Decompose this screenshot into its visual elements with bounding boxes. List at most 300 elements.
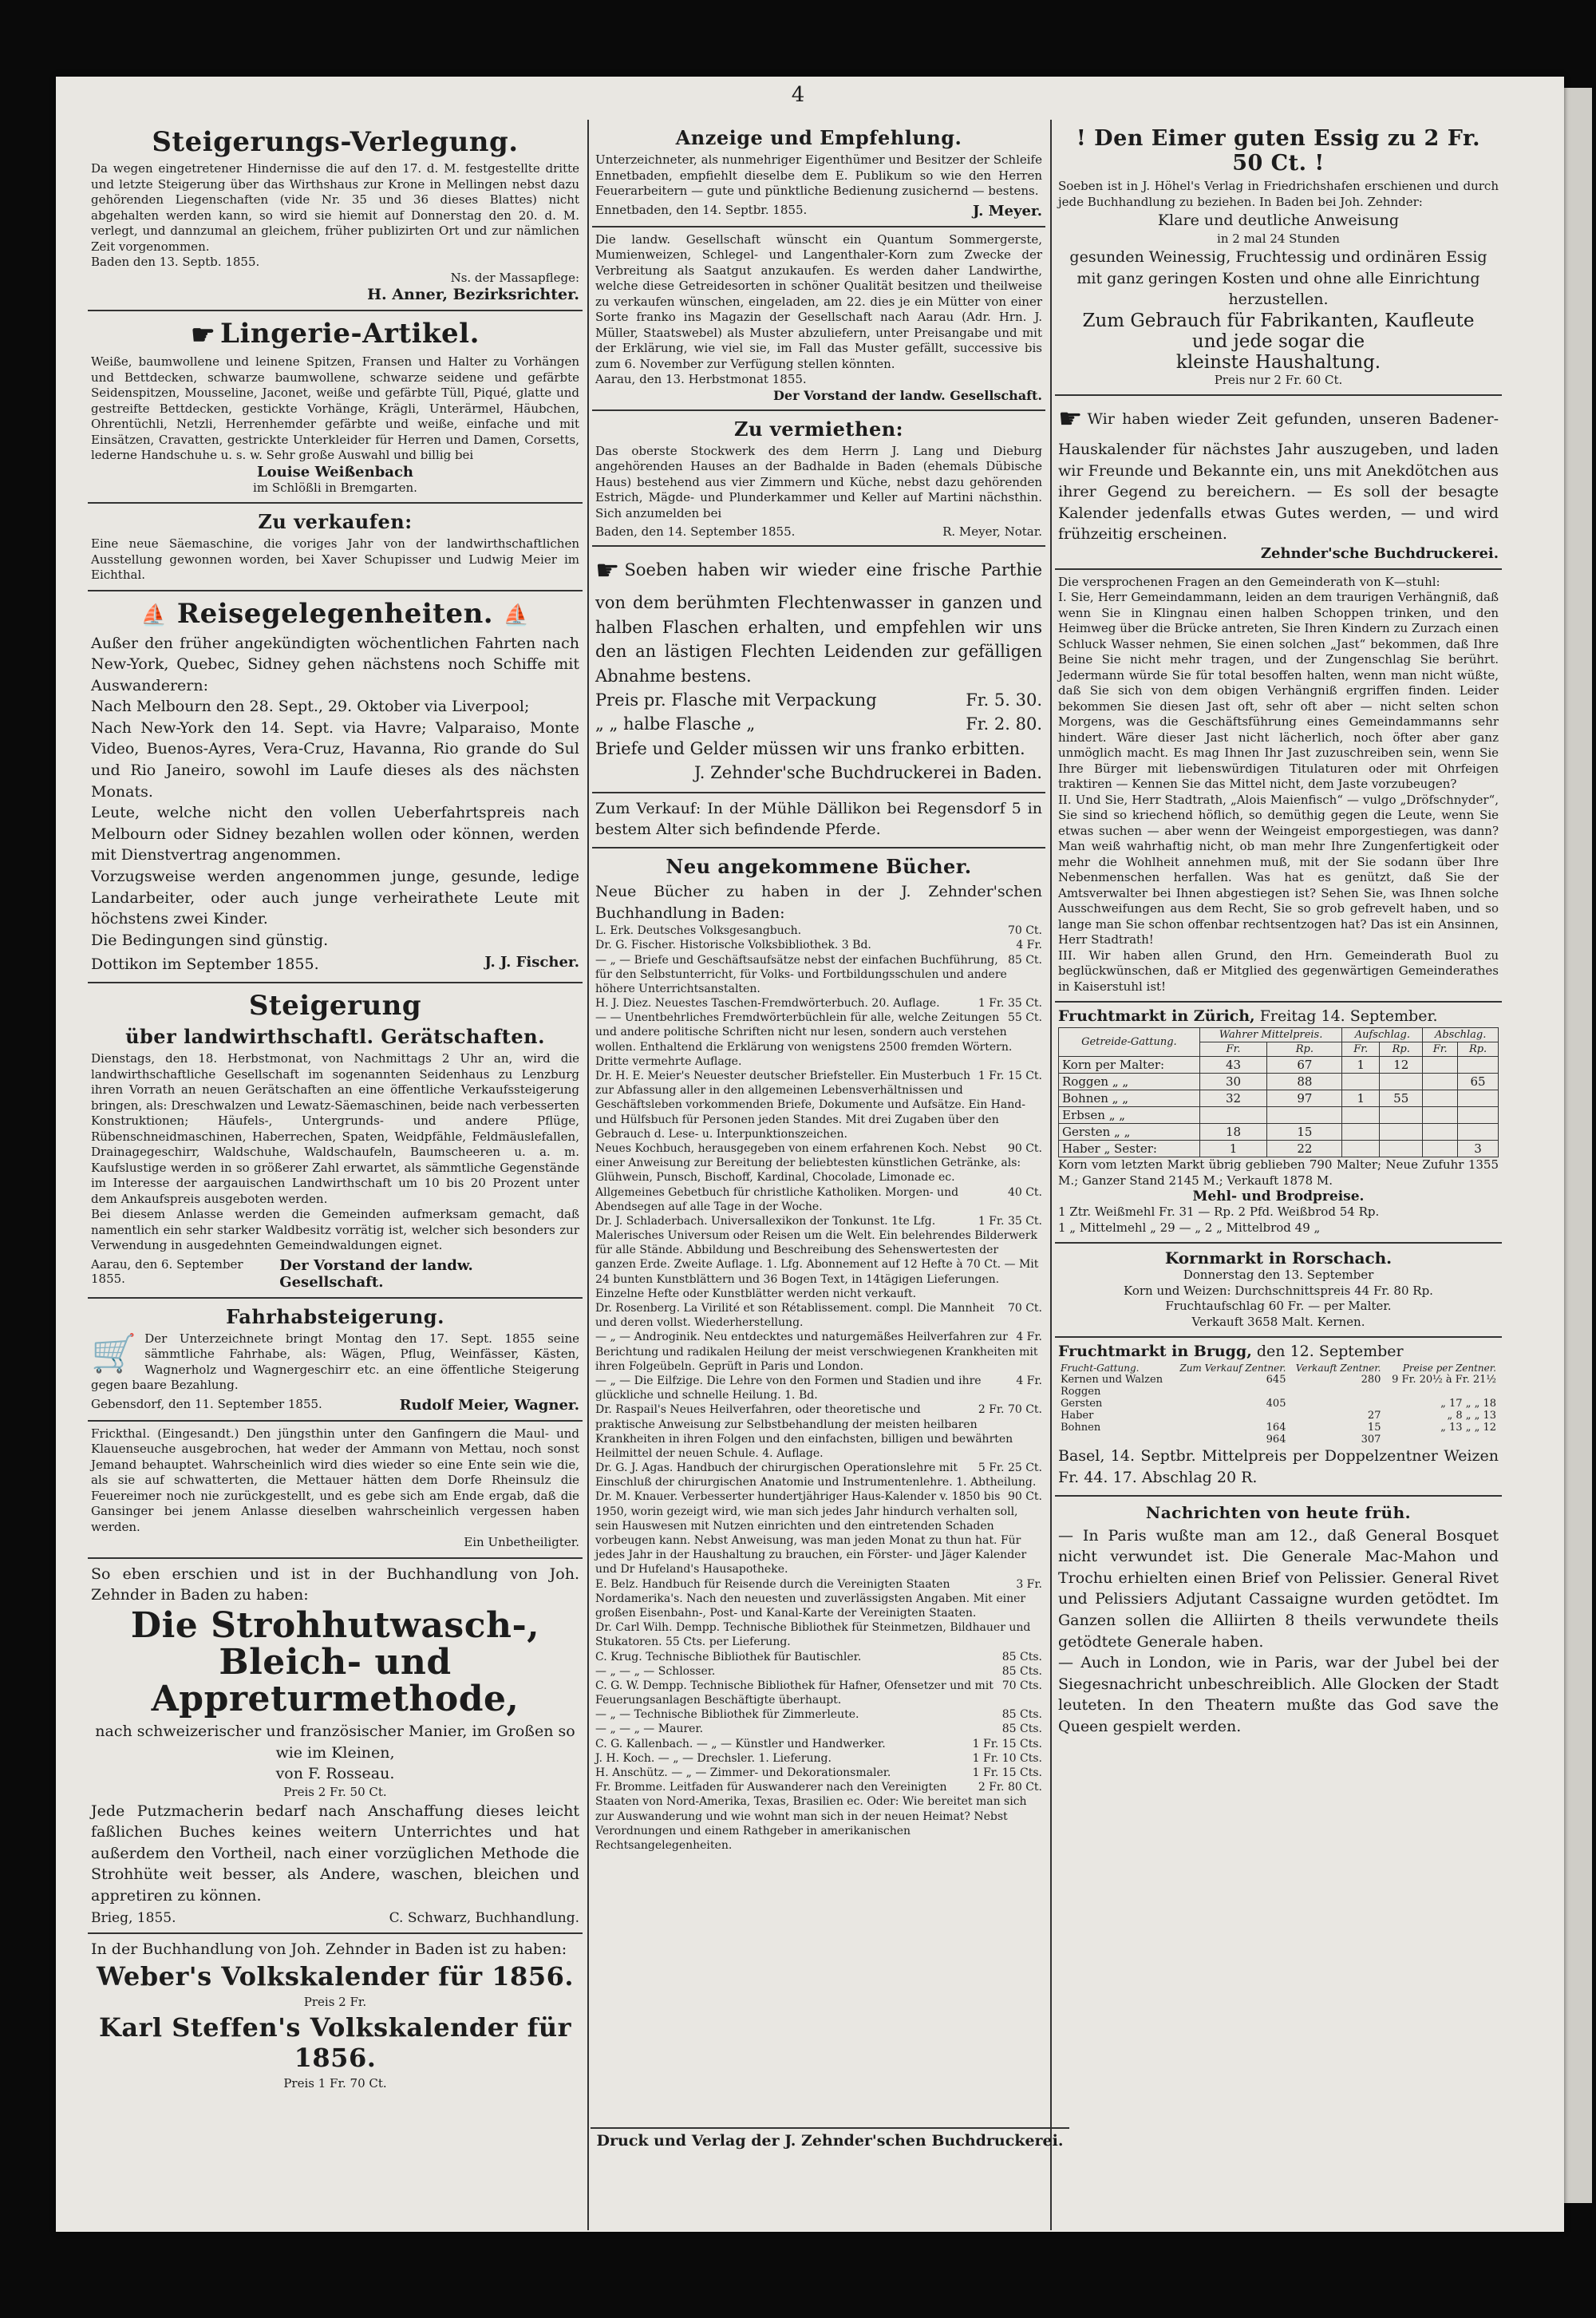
- ad-title: Zu vermiethen:: [733, 417, 904, 441]
- table-cell: Roggen: [1061, 1386, 1101, 1398]
- ad-flechtenwasser: [592, 547, 1045, 793]
- table-header: Verkauft Zentner.: [1295, 1363, 1381, 1375]
- table-subheader: Rp.: [1380, 1042, 1423, 1057]
- table-row: [1058, 1422, 1499, 1434]
- list-item: [595, 1301, 1042, 1330]
- table-cell: [1288, 1386, 1383, 1398]
- ad-signature: J. J. Fischer.: [484, 954, 579, 971]
- table-cell: [1458, 1057, 1499, 1074]
- table-cell: Haber: [1061, 1410, 1094, 1422]
- market-line: Korn und Weizen: Durchschnittspreis 44 Fr. 80 Rp.: [1124, 1283, 1433, 1298]
- table-cell: 67: [1267, 1057, 1342, 1074]
- grain-price-table: [1058, 1027, 1499, 1157]
- ad-zu-verkaufen: [88, 504, 583, 591]
- ad-signature: J. Zehnder'sche Buchdruckerei in Baden.: [693, 763, 1042, 783]
- ad-body: Frickthal. (Eingesandt.) Den jüngsthin unter den Ganfingern die Maul- und Klauenseuche ausgebrochen, hat weder der Ammann von Mettau, noch sonst Jemand behauptet. Wahrscheinlich wird dies wieder so eine Ente sein wie die, als sie auf schwatterten, die Mettauer hätten dem Dorfe Rheinsulz die Feuereimer noch nie zurückgestellt, und es gebe sich am Ende ergab, daß die Gansinger bei jenem Anlasse dieselben wahrscheinlich vergessen haben werden.: [91, 1426, 579, 1534]
- market-note: Basel, 14. Septbr. Mittelpreis per Doppelzentner Weizen Fr. 44. 17. Abschlag 20 R.: [1058, 1447, 1499, 1487]
- ad-signature-place: im Schlößli in Bremgarten.: [253, 480, 417, 495]
- ad-body: Eine neue Säemaschine, die voriges Jahr von der landwirthschaftlichen Ausstellung gewonnen worden, bei Xaver Schupisser und Ludwig Meier im Eichthal.: [91, 536, 579, 582]
- table-cell: 12: [1380, 1057, 1423, 1074]
- ad-pferde-verkauf: [592, 793, 1045, 848]
- price-line: 1 „ Mittelmehl „ 29 — „ 2 „ Mittelbrod 49 „: [1058, 1220, 1321, 1235]
- list-item: [595, 1664, 1042, 1679]
- table-cell: 27: [1367, 1410, 1381, 1422]
- book-entry-text: H. J. Diez. Neuestes Taschen-Fremdwörterbuch. 20. Auflage.: [595, 997, 940, 1011]
- book-entry-price: 85 Cts.: [1001, 1650, 1042, 1663]
- ad-text: Leute, welche nicht den vollen Ueberfahrtspreis nach Melbourn oder Sidney bezahlen wollen oder können, werden mit Dienstvertrag angenommen.: [91, 804, 579, 864]
- ad-essig: [1055, 120, 1502, 396]
- book-entry-text: Dr. G. Fischer. Historische Volksbibliothek. 3 Bd.: [595, 939, 871, 952]
- table-cell: Gersten „ „: [1059, 1124, 1200, 1141]
- list-item: [595, 1650, 1042, 1664]
- ad-line: Zum Gebrauch für Fabrikanten, Kaufleute: [1082, 310, 1475, 331]
- table-cell: 65: [1458, 1074, 1499, 1090]
- table-cell: 1: [1342, 1057, 1380, 1074]
- list-item: [595, 1766, 1042, 1780]
- book-entry-text: Fr. Bromme. Leitfaden für Auswanderer nach den Vereinigten Staaten von Nord-Amerika, Texas, Brasilien ec. Oder: Wie bereitet man sich zur Auswanderung und wie wohnt man sich in der neuen Heimat? Nebst Verordnungen und einem Rathgeber in amerikanischen Rechtsangelegenheiten.: [595, 1781, 1027, 1852]
- ad-lingerie: [88, 311, 583, 504]
- table-cell: 22: [1267, 1141, 1342, 1157]
- table-header: Getreide-Gattung.: [1059, 1028, 1200, 1057]
- ad-intro: Neue Bücher zu haben in der J. Zehnder'schen Buchhandlung in Baden:: [595, 882, 1042, 922]
- ad-text: II. Und Sie, Herr Stadtrath, „Alois Maienfisch“ — vulgo „Dröfschnyder“, Sie sind so kriechend höflich, so demüthig gegen die Leute, wenn Sie etwas suchen — aber wenn der Weingeist emporgestiegen, was dann? Man weiß wahrhaftig nicht, ob man mehr Ihre Zungenfertigkeit oder mehr die Wohlheit annehmen muß, mit der Sie sodann über Ihre Nebenmenschen herfallen. Was hat es genützt, daß Sie der Amtsverwalter bei Ihnen abgestiegen ist? Sehen Sie, was Ihnen solche Ausschweifungen aus dem Recht, Sie so grob gefrevelt haben, und so lange man Sie schon offenbar rechtsentzogen hat? Das ist ein Ansinnen, Herr Stadtrath!: [1058, 792, 1499, 947]
- ad-title: Anzeige und Empfehlung.: [675, 126, 962, 149]
- table-row: [1059, 1107, 1499, 1124]
- footer-imprint: Druck und Verlag der J. Zehnder'schen Buchdruckerei.: [591, 2127, 1069, 2150]
- book-entry-text: Malerisches Universum oder Reisen um die Welt. Ein belehrendes Bilderwerk für alle Stände. Abbildung und Beschreibung des Sehenswertesten der ganzen Erde. Zweite Auflage. 1. Lfg. Abonnement auf 12 Hefte à 70 Ct. — Mit 24 bunten Kunstblättern und 36 Bogen Text, in 14tägigen Lieferungen. Einzelne Hefte oder Kunstblätter werden nicht verkauft.: [595, 1229, 1039, 1300]
- ad-text: Außer den früher angekündigten wöchentlichen Fahrten nach New-York, Quebec, Sidney gehen nächstens noch Schiffe mit Auswanderern:: [91, 634, 579, 694]
- market-line: Fruchtaufschlag 60 Fr. — per Malter.: [1165, 1299, 1392, 1314]
- ad-price: Preis nur 2 Fr. 60 Ct.: [1214, 372, 1343, 387]
- table-row: [1058, 1434, 1499, 1446]
- book-entry-text: — „ — „ — Schlosser.: [595, 1664, 716, 1678]
- table-cell: 15: [1367, 1422, 1381, 1434]
- price-label: Preis pr. Flasche mit Verpackung: [595, 690, 877, 710]
- table-row: [1059, 1057, 1499, 1074]
- table-cell: 55: [1380, 1090, 1423, 1107]
- book-entry-text: Neues Kochbuch, herausgegeben von einem erfahrenen Koch. Nebst einer Anweisung zur Bereitung der beliebtesten künstlichen Getränke, als: Glühwein, Punsch, Bischoff, Kardinal, Chocolade, Limonade ec.: [595, 1141, 1021, 1185]
- book-entry-price: 90 Ct.: [1007, 1141, 1042, 1155]
- book-entry-price: 85 Cts.: [1001, 1664, 1042, 1678]
- book-entry-price: 70 Cts.: [1001, 1679, 1042, 1692]
- table-subheader: Fr.: [1423, 1042, 1458, 1057]
- ad-intro: Die versprochenen Fragen an den Gemeinderath von K—stuhl:: [1058, 574, 1440, 589]
- list-item: [595, 1780, 1042, 1853]
- ad-frickthal: [88, 1422, 583, 1559]
- table-cell: 30: [1199, 1074, 1267, 1090]
- ad-steigerung-geraetschaften: [88, 983, 583, 1299]
- ad-signature: J. Meyer.: [972, 202, 1042, 220]
- ad-signature: Zehnder'sche Buchdruckerei.: [1260, 544, 1499, 562]
- table-cell: [1423, 1141, 1458, 1157]
- ad-text: I. Sie, Herr Gemeindammann, leiden an dem traurigen Verhängniß, daß wenn Sie in Klingnau einen halben Schoppen trinken, und den Heimweg über die Brücke antreten, Sie Ihren Kindern zu Zurzach einen Schluck Wasser nehmen, Sie einen solchen „Jast“ bekommen, daß Ihre Beine Sie nicht mehr tragen, und der Zungenschlag Sie berührt. Jedermann würde Sie für total besoffen halten, wenn man nicht wüßte, daß Sie sich von dem obigen Verhängniß ergriffen finden. Leider bekommen Sie diesen Jast oft, sehr oft aber — nicht selten schon Morgens, was die Geschäftsführung eines Gemeindammanns sehr hindert. Wäre dieser Jast nicht lächerlich, noch öfter aber ganz unmöglich macht. Es mag Ihnen Ihr Jast zuzuschreiben sein, wenn Sie Ihre Bürger mit liebenswürdigen Titulaturen oder mit Ohrfeigen traktiren — Kennen Sie das Mittel nicht, dem Jaste vorzubeugen?: [1058, 590, 1499, 792]
- table-cell: 164: [1266, 1422, 1286, 1434]
- column-middle: [592, 120, 1045, 2230]
- list-item: [595, 1620, 1042, 1649]
- table-cell: 964: [1266, 1434, 1286, 1446]
- table-cell: [1342, 1124, 1380, 1141]
- market-title: Kornmarkt in Rorschach.: [1164, 1248, 1393, 1268]
- ad-steigerungs-verlegung: [88, 120, 583, 311]
- table-cell: [1383, 1434, 1499, 1446]
- ad-title: Zu verkaufen:: [258, 510, 413, 533]
- book-entry-price: 2 Fr. 80 Ct.: [978, 1781, 1042, 1794]
- table-cell: [1267, 1107, 1342, 1124]
- book-entry-price: 3 Fr.: [1016, 1577, 1042, 1591]
- market-note: Korn vom letzten Markt übrig geblieben 790 Malter; Neue Zufuhr 1355 M.; Ganzer Stand 2145 M.; Verkauft 1878 M.: [1058, 1157, 1499, 1188]
- table-cell: [1171, 1410, 1289, 1422]
- book-title: Die Strohhutwasch-, Bleich- und Appreturmethode,: [130, 1604, 540, 1720]
- pointing-hand-icon: ☛: [595, 555, 620, 587]
- book-price: Preis 1 Fr. 70 Ct.: [283, 2075, 387, 2091]
- ad-place: Aarau, den 6. September 1855.: [91, 1256, 243, 1286]
- ad-line: und jede sogar die: [1191, 330, 1365, 352]
- list-item: [595, 924, 1042, 938]
- table-cell: [1380, 1074, 1423, 1090]
- table-cell: [1423, 1057, 1458, 1074]
- ad-signature: Der Vorstand der landw. Gesellschaft.: [773, 387, 1042, 403]
- list-item: [595, 1141, 1042, 1185]
- table-cell: Korn per Malter:: [1059, 1057, 1200, 1074]
- ad-intro: In der Buchhandlung von Joh. Zehnder in Baden ist zu haben:: [91, 1940, 567, 1958]
- ad-volkskalender: [88, 1934, 583, 2098]
- column-rule: [587, 120, 589, 2230]
- book-entry-text: Dr. J. Schladerbach. Universallexikon der Tonkunst. 1te Lfg.: [595, 1214, 936, 1228]
- section-title: Mehl- und Brodpreise.: [1192, 1189, 1365, 1205]
- ad-line: mit ganz geringen Kosten und ohne alle Einrichtung herzustellen.: [1077, 269, 1480, 309]
- ad-signature: R. Meyer, Notar.: [942, 524, 1042, 539]
- table-cell: 1: [1342, 1090, 1380, 1107]
- table-cell: Erbsen „ „: [1059, 1107, 1200, 1124]
- list-item: [595, 953, 1042, 997]
- table-cell: 97: [1267, 1090, 1342, 1107]
- table-header: Zum Verkauf Zentner.: [1179, 1363, 1286, 1375]
- ad-signature: Der Vorstand der landw. Gesellschaft.: [279, 1256, 473, 1291]
- table-cell: [1058, 1434, 1171, 1446]
- book-entry-price: 70 Ct.: [1007, 1302, 1042, 1315]
- table-subheader: Fr.: [1342, 1042, 1380, 1057]
- book-entry-text: J. H. Koch. — „ — Drechsler. 1. Lieferung.: [595, 1751, 832, 1765]
- table-cell: [1288, 1398, 1383, 1410]
- table-cell: [1199, 1107, 1267, 1124]
- book-entry-text: E. Belz. Handbuch für Reisende durch die Vereinigten Staaten Nordamerika's. Nach den neuesten und zuverlässigsten Angaben. Mit einer großen Eisenbahn-, Post- und Kanal-Karte der Vereinigten Staaten.: [595, 1577, 1026, 1620]
- book-entry-price: 1 Fr. 15 Ct.: [978, 1070, 1042, 1083]
- table-cell: 1: [1199, 1141, 1267, 1157]
- market-line: Donnerstag den 13. September: [1183, 1268, 1374, 1283]
- table-row: [1058, 1374, 1499, 1386]
- ad-body: Die landw. Gesellschaft wünscht ein Quantum Sommergerste, Mumienweizen, Schlegel- und Langenthaler-Korn zum Zwecke der Verbreitung als Saatgut anzukaufen. Es werden daher Landwirthe, welche diese Getreidesorten in schöner Qualität besitzen und theilweise zu verkaufen wünschen, eingeladen, am 22. dies je ein Mütter von einer Sorte franko ins Magazin der Gesellschaft nach Aarau (Adr. Hrn. J. Müller, Staatswebel) als Muster abzuliefern, unter Preisangabe und mit der Erklärung, wie viel sie, im Fall das Muster gefällt, successive bis zum 6. November zur Verfügung stellen könnten.: [595, 231, 1042, 371]
- book-entry-text: C. G. Kallenbach. — „ — Künstler und Handwerker.: [595, 1737, 886, 1750]
- column-left: [88, 120, 583, 2230]
- table-cell: „ 13 „ „ 12: [1440, 1422, 1496, 1434]
- table-subheader: Rp.: [1267, 1042, 1342, 1057]
- table-cell: [1380, 1107, 1423, 1124]
- list-item: [595, 1214, 1042, 1228]
- market-date: den 12. September: [1256, 1343, 1404, 1361]
- list-item: [595, 996, 1042, 1011]
- table-cell: [1458, 1107, 1499, 1124]
- wagon-icon: 🛒: [91, 1331, 137, 1375]
- book-entry-price: 90 Ct.: [1007, 1490, 1042, 1504]
- table-cell: [1423, 1107, 1458, 1124]
- table-header: Preise per Zentner.: [1402, 1363, 1496, 1375]
- book-entry-price: 85 Ct.: [1007, 953, 1042, 967]
- book-entry-text: Dr. M. Knauer. Verbesserter hundertjähriger Haus-Kalender v. 1850 bis 1950, worin gezeigt wird, wie man sich jedes Jahr hindurch verhalten soll, sein Hauswesen mit Nutzen einrichten und den eintretenden Schaden vorbeugen kann. Nebst Anweisung, was man jeden Monat zu thun hat. Für jedes Jahr in der Haushaltung zu brauchen, ein Förster- und Jäger Kalender und Dr Hufeland's Hausapotheke.: [595, 1490, 1027, 1576]
- list-item: [595, 1228, 1042, 1301]
- ad-zu-vermiethen: [592, 411, 1045, 548]
- price-value: Fr. 2. 80.: [966, 714, 1042, 734]
- ad-line: in 2 mal 24 Stunden: [1217, 231, 1340, 246]
- ad-body: Der Unterzeichnete bringt Montag den 17. Sept. 1855 seine sämmtliche Fahrhabe, als: Wägen, Pflug, Weinfässer, Kästen, Wagnerholz und Wagnergeschirr etc. an eine öffentliche Steigerung gegen baare Bezahlung.: [91, 1331, 579, 1392]
- list-item: [595, 1489, 1042, 1576]
- book-entry-text: H. Anschütz. — „ — Zimmer- und Dekorationsmaler.: [595, 1766, 891, 1780]
- ad-body: Bei diesem Anlasse werden die Gemeinden aufmerksam gemacht, daß namentlich ein sehr starker Waldbesitz vorrätig ist, welcher sich besonders zur Verwendung in ausgedehnten Gemeindwaldungen eignet.: [91, 1207, 579, 1252]
- ad-text: Nach New-York den 14. Sept. via Havre; Valparaiso, Monte Video, Buenos-Ayres, Vera-Cruz, Havanna, Rio grande do Sul und Rio Janeiro, sowohl im Laufe dieses als des nächsten Monats.: [91, 718, 579, 801]
- list-item: [595, 1707, 1042, 1722]
- ad-place: Dottikon im September 1855.: [91, 955, 319, 974]
- ad-place: Baden, den 14. September 1855.: [595, 524, 796, 539]
- table-cell: „ 17 „ „ 18: [1440, 1398, 1496, 1410]
- page-number: 4: [791, 83, 805, 107]
- table-cell: 3: [1458, 1141, 1499, 1157]
- book-entry-price: 2 Fr. 70 Ct.: [978, 1403, 1042, 1417]
- ad-title: Lingerie-Artikel.: [220, 318, 480, 350]
- ad-landw-gesellschaft: [592, 227, 1045, 411]
- list-item: [595, 938, 1042, 952]
- ad-text: III. Wir haben allen Grund, den Hrn. Gemeinderath Buol zu beglückwünschen, daß er Mitglied des gegenwärtigen Gemeinderathes in Kaiserstuhl ist!: [1058, 947, 1499, 994]
- ad-body: Unterzeichneter, als nunmehriger Eigenthümer und Besitzer der Schleife Ennetbaden, empfiehlt dieselbe dem E. Publikum so wie den Herren Feuerarbeitern — gute und pünktliche Bedienung zusichernd — bestens.: [595, 152, 1042, 198]
- book-entry-price: 1 Fr. 35 Ct.: [978, 1214, 1042, 1228]
- table-subheader: Fr.: [1199, 1042, 1267, 1057]
- table-cell: Bohnen „ „: [1059, 1090, 1200, 1107]
- ad-title: Fahrhabsteigerung.: [226, 1304, 444, 1328]
- column-right: [1055, 120, 1502, 2230]
- market-title: Fruchtmarkt in Brugg,: [1058, 1343, 1252, 1361]
- ad-subtitle: über landwirthschaftl. Gerätschaften.: [125, 1025, 545, 1048]
- table-cell: 32: [1199, 1090, 1267, 1107]
- book-entry-text: Dr. Carl Wilh. Dempp. Technische Bibliothek für Steinmetzen, Bildhauer und Stukatoren. 55 Cts. per Lieferung.: [595, 1621, 1031, 1649]
- list-item: [595, 1011, 1042, 1069]
- book-entry-price: 40 Ct.: [1007, 1185, 1042, 1199]
- market-brugg: [1055, 1338, 1502, 1496]
- book-entry-text: Dr. H. E. Meier's Neuester deutscher Briefsteller. Ein Musterbuch zur Abfassung aller in den allgemeinen Lebensverhältnissen und Geschäftsleben vorkommenden Briefe, Dokumente und Aufsätze. Ein Hand- und Hülfsbuch für Personen jeden Standes. Mit drei Zugaben über den Gebrauch d. Lese- u. Interpunktionszeichen.: [595, 1070, 1025, 1141]
- ad-body: Zum Verkauf: In der Mühle Dällikon bei Regensdorf 5 in bestem Alter sich befindende Pferde.: [595, 799, 1042, 839]
- table-cell: [1458, 1090, 1499, 1107]
- table-row: [1058, 1398, 1499, 1410]
- book-entry-text: Dr. Raspail's Neues Heilverfahren, oder theoretische und praktische Anweisung zur Selbstbehandlung der meisten heilbaren Krankheiten in ihren Folgen und den einfachsten, billigen und bewährten Heilmittel der neuen Schule. 4. Auflage.: [595, 1403, 1013, 1460]
- news-text: — Auch in London, wie in Paris, war der Jubel bei der Siegesnachricht unbeschreiblich. Alle Glocken der Stadt leuteten. In den Theatern mußte das God save the Queen gespielt werden.: [1058, 1654, 1499, 1735]
- table-row: [1059, 1090, 1499, 1107]
- table-cell: [1380, 1124, 1423, 1141]
- ad-body: Weiße, baumwollene und leinene Spitzen, Fransen und Halter zu Vorhängen und Bettdecken, schwarze baumwollene, schwarze seidene und gefärbte Seidenspitzen, Mousseline, Jaconet, weiße und gefärbte Tüll, Piqué, glatte und gestreifte Bettdecken, gestickte Vorhänge, Krägli, Unterärmel, Häubchen, Ohrentüchli, Netzli, Herrenhemder gefärbte und weiße, einfache und mit Einsätzen, Cravatten, gestrickte Unterkleider für Herren und Damen, Corsetts, lederne Handschuhe u. s. w. Sehr große Auswahl und billig bei: [91, 354, 579, 462]
- price-label: „ „ halbe Flasche „: [595, 714, 756, 734]
- table-cell: [1423, 1124, 1458, 1141]
- ad-body: Da wegen eingetretener Hindernisse die auf den 17. d. M. festgestellte dritte und letzte Steigerung über das Wirthshaus zur Krone in Mellingen nebst dazu gehörenden Liegenschaften (vide Nr. 35 und 36 dieses Blattes) nicht abgehalten werden kann, so wird sie hiemit auf Donnerstag den 20. d. M. verlegt, und dannzumal an gleichem, früher publizirten Ort und zur nämlichen Zeit vorgenommen.: [91, 161, 579, 254]
- list-item: [595, 1069, 1042, 1141]
- ad-badener-kalender: [1055, 396, 1502, 570]
- price-line: 1 Ztr. Weißmehl Fr. 31 — Rp. 2 Pfd. Weißbrod 54 Rp.: [1058, 1204, 1380, 1220]
- list-item: [595, 1185, 1042, 1214]
- ad-text: Die Bedingungen sind günstig.: [91, 931, 329, 949]
- ad-text: Vorzugsweise werden angenommen junge, gesunde, ledige Landarbeiter, oder auch junge verheirathete Leute mit höchstens zwei Kinder.: [91, 868, 579, 928]
- table-cell: Kernen und Walzen: [1061, 1374, 1163, 1386]
- book-price: Preis 2 Fr.: [303, 1995, 367, 2010]
- book-entry-price: 1 Fr. 35 Ct.: [978, 997, 1042, 1011]
- book-entry-price: 1 Fr. 10 Cts.: [972, 1751, 1042, 1765]
- book-entry-text: — „ — Die Eilfzige. Die Lehre von den Formen und Stadien und ihre glückliche und schnelle Heilung. 1. Bd.: [595, 1374, 982, 1402]
- ad-text: Nach Melbourn den 28. Sept., 29. Oktober via Liverpool;: [91, 698, 530, 716]
- table-cell: Haber „ Sester:: [1059, 1141, 1200, 1157]
- book-entry-price: 55 Ct.: [1007, 1011, 1042, 1025]
- table-cell: 307: [1361, 1434, 1381, 1446]
- table-subheader: Rp.: [1458, 1042, 1499, 1057]
- table-row: [1059, 1074, 1499, 1090]
- book-entry-text: — — Unentbehrliches Fremdwörterbüchlein für alle, welche Zeitungen und andere politische Schriften nicht nur lesen, sondern auch verstehen wollen. Enthaltend die Erklärung von wenigstens 2500 fremden Wörtern. Dritte vermehrte Auflage.: [595, 1011, 1013, 1068]
- ad-place: Brieg, 1855.: [91, 1909, 176, 1926]
- book-entry-text: — „ — Technische Bibliothek für Zimmerleute.: [595, 1708, 859, 1722]
- book-title: Weber's Volkskalender für 1856.: [97, 1961, 574, 1992]
- ad-signature: C. Schwarz, Buchhandlung.: [389, 1909, 579, 1926]
- table-cell: [1458, 1124, 1499, 1141]
- ad-neue-buecher: [592, 848, 1045, 1859]
- table-cell: 645: [1266, 1374, 1286, 1386]
- ad-signature: Louise Weißenbach: [257, 463, 413, 481]
- table-cell: [1423, 1074, 1458, 1090]
- ad-body: Dienstags, den 18. Herbstmonat, von Nachmittags 2 Uhr an, wird die landwirthschaftliche Gesellschaft im sogenannten Seidenhaus zu Lenzburg ihren Vorrath an neuen Gerätschaften an eine öffentliche Verkaufssteigerung bringen, als: Dreschwalzen und Lewatz-Säemaschinen, beide nach verbesserten Konstruktionen; Häufels-, Untergrunds- und andere Pflüge, Rübenschneidmaschinen, Haberrechen, Spaten, Weidpfähle, Feldmäuslefallen, Drainagegeschirr, Waldschuhe, Waldschaufeln, Baumscheeren u. a. m. Kaufslustige werden in so größerer Zahl erwartet, als sämmtliche Gegenstände im Interesse der aargauischen Landwirthschaft um 10 bis 20 Prozent unter dem Ankaufspreis ausgeboten werden.: [91, 1051, 579, 1206]
- book-author: von F. Rosseau.: [275, 1765, 395, 1783]
- column-rule: [1050, 120, 1052, 2230]
- table-header: Wahrer Mittelpreis.: [1199, 1028, 1342, 1042]
- table-cell: Roggen „ „: [1059, 1074, 1200, 1090]
- book-entry-price: 1 Fr. 15 Cts.: [972, 1737, 1042, 1750]
- list-item: [595, 1751, 1042, 1766]
- table-row: [1058, 1410, 1499, 1422]
- table-cell: 9 Fr. 20½ à Fr. 21½: [1392, 1374, 1496, 1386]
- market-date: Freitag 14. September.: [1259, 1007, 1438, 1026]
- pointing-hand-icon: ☛: [191, 319, 216, 351]
- list-item: [595, 1461, 1042, 1489]
- book-entry-price: 1 Fr. 15 Cts.: [972, 1766, 1042, 1780]
- market-zuerich: [1055, 1003, 1502, 1244]
- ad-signature: H. Anner, Bezirksrichter.: [367, 286, 579, 303]
- book-subtitle: nach schweizerischer und französischer Manier, im Großen so wie im Kleinen,: [95, 1723, 575, 1762]
- ad-title: Steigerungs-Verlegung.: [152, 126, 519, 158]
- market-rorschach: [1055, 1244, 1502, 1338]
- ad-line: Klare und deutliche Anweisung: [1157, 212, 1400, 229]
- ad-place: Baden den 13. Septb. 1855.: [91, 255, 260, 269]
- ad-title: ! Den Eimer guten Essig zu 2 Fr. 50 Ct. !: [1076, 126, 1481, 176]
- table-cell: 15: [1267, 1124, 1342, 1141]
- book-entry-price: 4 Fr.: [1016, 939, 1042, 952]
- price-value: Fr. 5. 30.: [966, 690, 1042, 710]
- book-price: Preis 2 Fr. 50 Ct.: [283, 1785, 387, 1800]
- table-row: [1059, 1141, 1499, 1157]
- ad-title: Steigerung: [248, 990, 422, 1022]
- book-entry-price: 85 Cts.: [1001, 1723, 1042, 1736]
- book-entry-text: — „ — Briefe und Geschäftsaufsätze nebst der einfachen Buchführung, für den Selbstunterricht, für Volks- und Fortbildungsschulen und andere höhere Unterrichtsanstalten.: [595, 953, 1007, 995]
- news-text: — In Paris wußte man am 12., daß General Bosquet nicht verwundet ist. Die Generale Mac-Mahon und Trochu erhielten einen Brief von Pelissier. General Rivet und Pelissiers Adjutant Cassaigne wurden getödtet. Im Ganzen sollen die Alliirten 8 theils verwundete theils getödtete Generale haben.: [1058, 1526, 1499, 1651]
- ad-title: Reisegelegenheiten.: [176, 597, 494, 630]
- ad-reisegelegenheiten: [88, 591, 583, 984]
- ad-place: Ennetbaden, den 14. Septbr. 1855.: [595, 202, 808, 217]
- book-title: Karl Steffen's Volkskalender für 1856.: [99, 2011, 571, 2073]
- ad-note: Briefe und Gelder müssen wir uns franko erbitten.: [595, 738, 1025, 758]
- ad-line: kleinste Haushaltung.: [1175, 351, 1381, 373]
- book-entry-text: Dr. Rosenberg. La Virilité et son Rétablissement. compl. Die Mannheit und deren vollst. Wiederherstellung.: [595, 1302, 994, 1330]
- ad-body: Wir haben wieder Zeit gefunden, unseren Badener-Hauskalender für nächstes Jahr auszugeben, und laden wir Freunde und Bekannte ein, uns mit Anekdötchen aus ihrer Gegend zu bereichern. — Es soll der besagte Kalender jedenfalls etwas Gutes werden, — und wird frühzeitig erscheinen.: [1058, 410, 1499, 544]
- list-item: [595, 1330, 1042, 1374]
- table-cell: [1342, 1107, 1380, 1124]
- table-cell: [1383, 1386, 1499, 1398]
- ad-anzeige-empfehlung: [592, 120, 1045, 227]
- ship-icon: ⛵: [140, 603, 168, 627]
- table-cell: [1171, 1386, 1289, 1398]
- list-item: [595, 1722, 1042, 1736]
- book-entry-price: 85 Cts.: [1001, 1708, 1042, 1722]
- book-entry-text: — „ — Androginik. Neu entdecktes und naturgemäßes Heilverfahren zur Berichtung und radikalen Heilung der meist verschwiegenen Krankheiten mit ihren Folgeübeln. Geprüft in Paris und London.: [595, 1331, 1038, 1373]
- ad-body: Jede Putzmacherin bedarf nach Anschaffung dieses leicht faßlichen Buches keines weitern Unterrichtes und hat außerdem den Vortheil, nach einer vorzüglichen Methode die Strohhüte weit besser, als Andere, waschen, bleichen und appretiren zu können.: [91, 1802, 579, 1905]
- table-header: Aufschlag.: [1342, 1028, 1423, 1042]
- table-cell: „ 8 „ „ 13: [1447, 1410, 1496, 1422]
- ad-fragen-gemeinderath: [1055, 570, 1502, 1003]
- list-item: [595, 1679, 1042, 1707]
- ad-fahrhabsteigerung: [88, 1299, 583, 1422]
- book-list: [595, 924, 1042, 1853]
- book-entry-price: 70 Ct.: [1007, 924, 1042, 938]
- ad-body: Soeben haben wir wieder eine frische Parthie von dem berühmten Flechtenwasser in ganzen und halben Flaschen erhalten, und empfehlen wir uns den an lästigen Flechten Leidenden zur gefälligen Abnahme bestens.: [595, 560, 1042, 686]
- book-entry-text: C. Krug. Technische Bibliothek für Bautischler.: [595, 1650, 862, 1663]
- table-row: [1058, 1386, 1499, 1398]
- table-cell: 280: [1361, 1374, 1381, 1386]
- market-line: Verkauft 3658 Malt. Kernen.: [1191, 1314, 1365, 1329]
- table-cell: 405: [1266, 1398, 1286, 1410]
- news-heute-frueh: [1055, 1497, 1502, 1744]
- list-item: [595, 1374, 1042, 1402]
- book-entry-price: 5 Fr. 25 Ct.: [978, 1462, 1042, 1475]
- table-header: Abschlag.: [1423, 1028, 1499, 1042]
- ad-signature-role: Ns. der Massapflege:: [450, 270, 579, 285]
- ad-body: Das oberste Stockwerk des dem Herrn J. Lang und Dieburg angehörenden Hauses an der Badhalde in Baden (ehemals Dübische Haus) bestehend aus vier Zimmern und Küche, nebst dazu gehörenden Estrich, Mägde- und Plunderkammer und Keller auf Martini nächsthin. Sich anzumelden bei: [595, 443, 1042, 520]
- book-entry-text: Allgemeines Gebetbuch für christliche Katholiken. Morgen- und Abendsegen auf alle Tage in der Woche.: [595, 1185, 959, 1213]
- book-entry-text: L. Erk. Deutsches Volksgesangbuch.: [595, 924, 802, 938]
- table-cell: 43: [1199, 1057, 1267, 1074]
- ad-signature: Rudolf Meier, Wagner.: [399, 1396, 579, 1414]
- ad-intro: Soeben ist in J. Höhel's Verlag in Friedrichshafen erschienen und durch jede Buchhandlung zu beziehen. In Baden bei Joh. Zehnder:: [1058, 179, 1499, 209]
- list-item: [595, 1737, 1042, 1751]
- table-cell: [1380, 1141, 1423, 1157]
- book-entry-price: 4 Fr.: [1016, 1374, 1042, 1387]
- table-cell: [1423, 1090, 1458, 1107]
- book-entry-text: Dr. G. J. Agas. Handbuch der chirurgischen Operationslehre mit Einschluß der chirurgischen Anatomie und Instrumentenlehre. 1. Abtheilung.: [595, 1462, 1037, 1489]
- ad-strohhut-buch: [88, 1559, 583, 1934]
- table-cell: 88: [1267, 1074, 1342, 1090]
- ad-intro: So eben erschien und ist in der Buchhandlung von Joh. Zehnder in Baden zu haben:: [91, 1564, 579, 1604]
- list-item: [595, 1402, 1042, 1461]
- ad-place: Gebensdorf, den 11. September 1855.: [91, 1396, 322, 1411]
- ad-place: Aarau, den 13. Herbstmonat 1855.: [595, 372, 807, 386]
- ad-title: Neu angekommene Bücher.: [666, 854, 972, 878]
- news-title: Nachrichten von heute früh.: [1145, 1502, 1412, 1522]
- book-entry-price: 4 Fr.: [1016, 1331, 1042, 1344]
- table-cell: Bohnen: [1061, 1422, 1101, 1434]
- list-item: [595, 1577, 1042, 1621]
- table-row: [1059, 1124, 1499, 1141]
- book-entry-text: — „ — „ — Maurer.: [595, 1723, 704, 1736]
- book-entry-text: C. G. W. Dempp. Technische Bibliothek für Hafner, Ofensetzer und mit Feuerungsanlagen Beschäftigte überhaupt.: [595, 1679, 994, 1707]
- pointing-hand-icon: ☛: [1058, 403, 1083, 436]
- table-header: Frucht-Gattung.: [1061, 1363, 1140, 1375]
- ad-signature: Ein Unbetheiligter.: [464, 1535, 579, 1549]
